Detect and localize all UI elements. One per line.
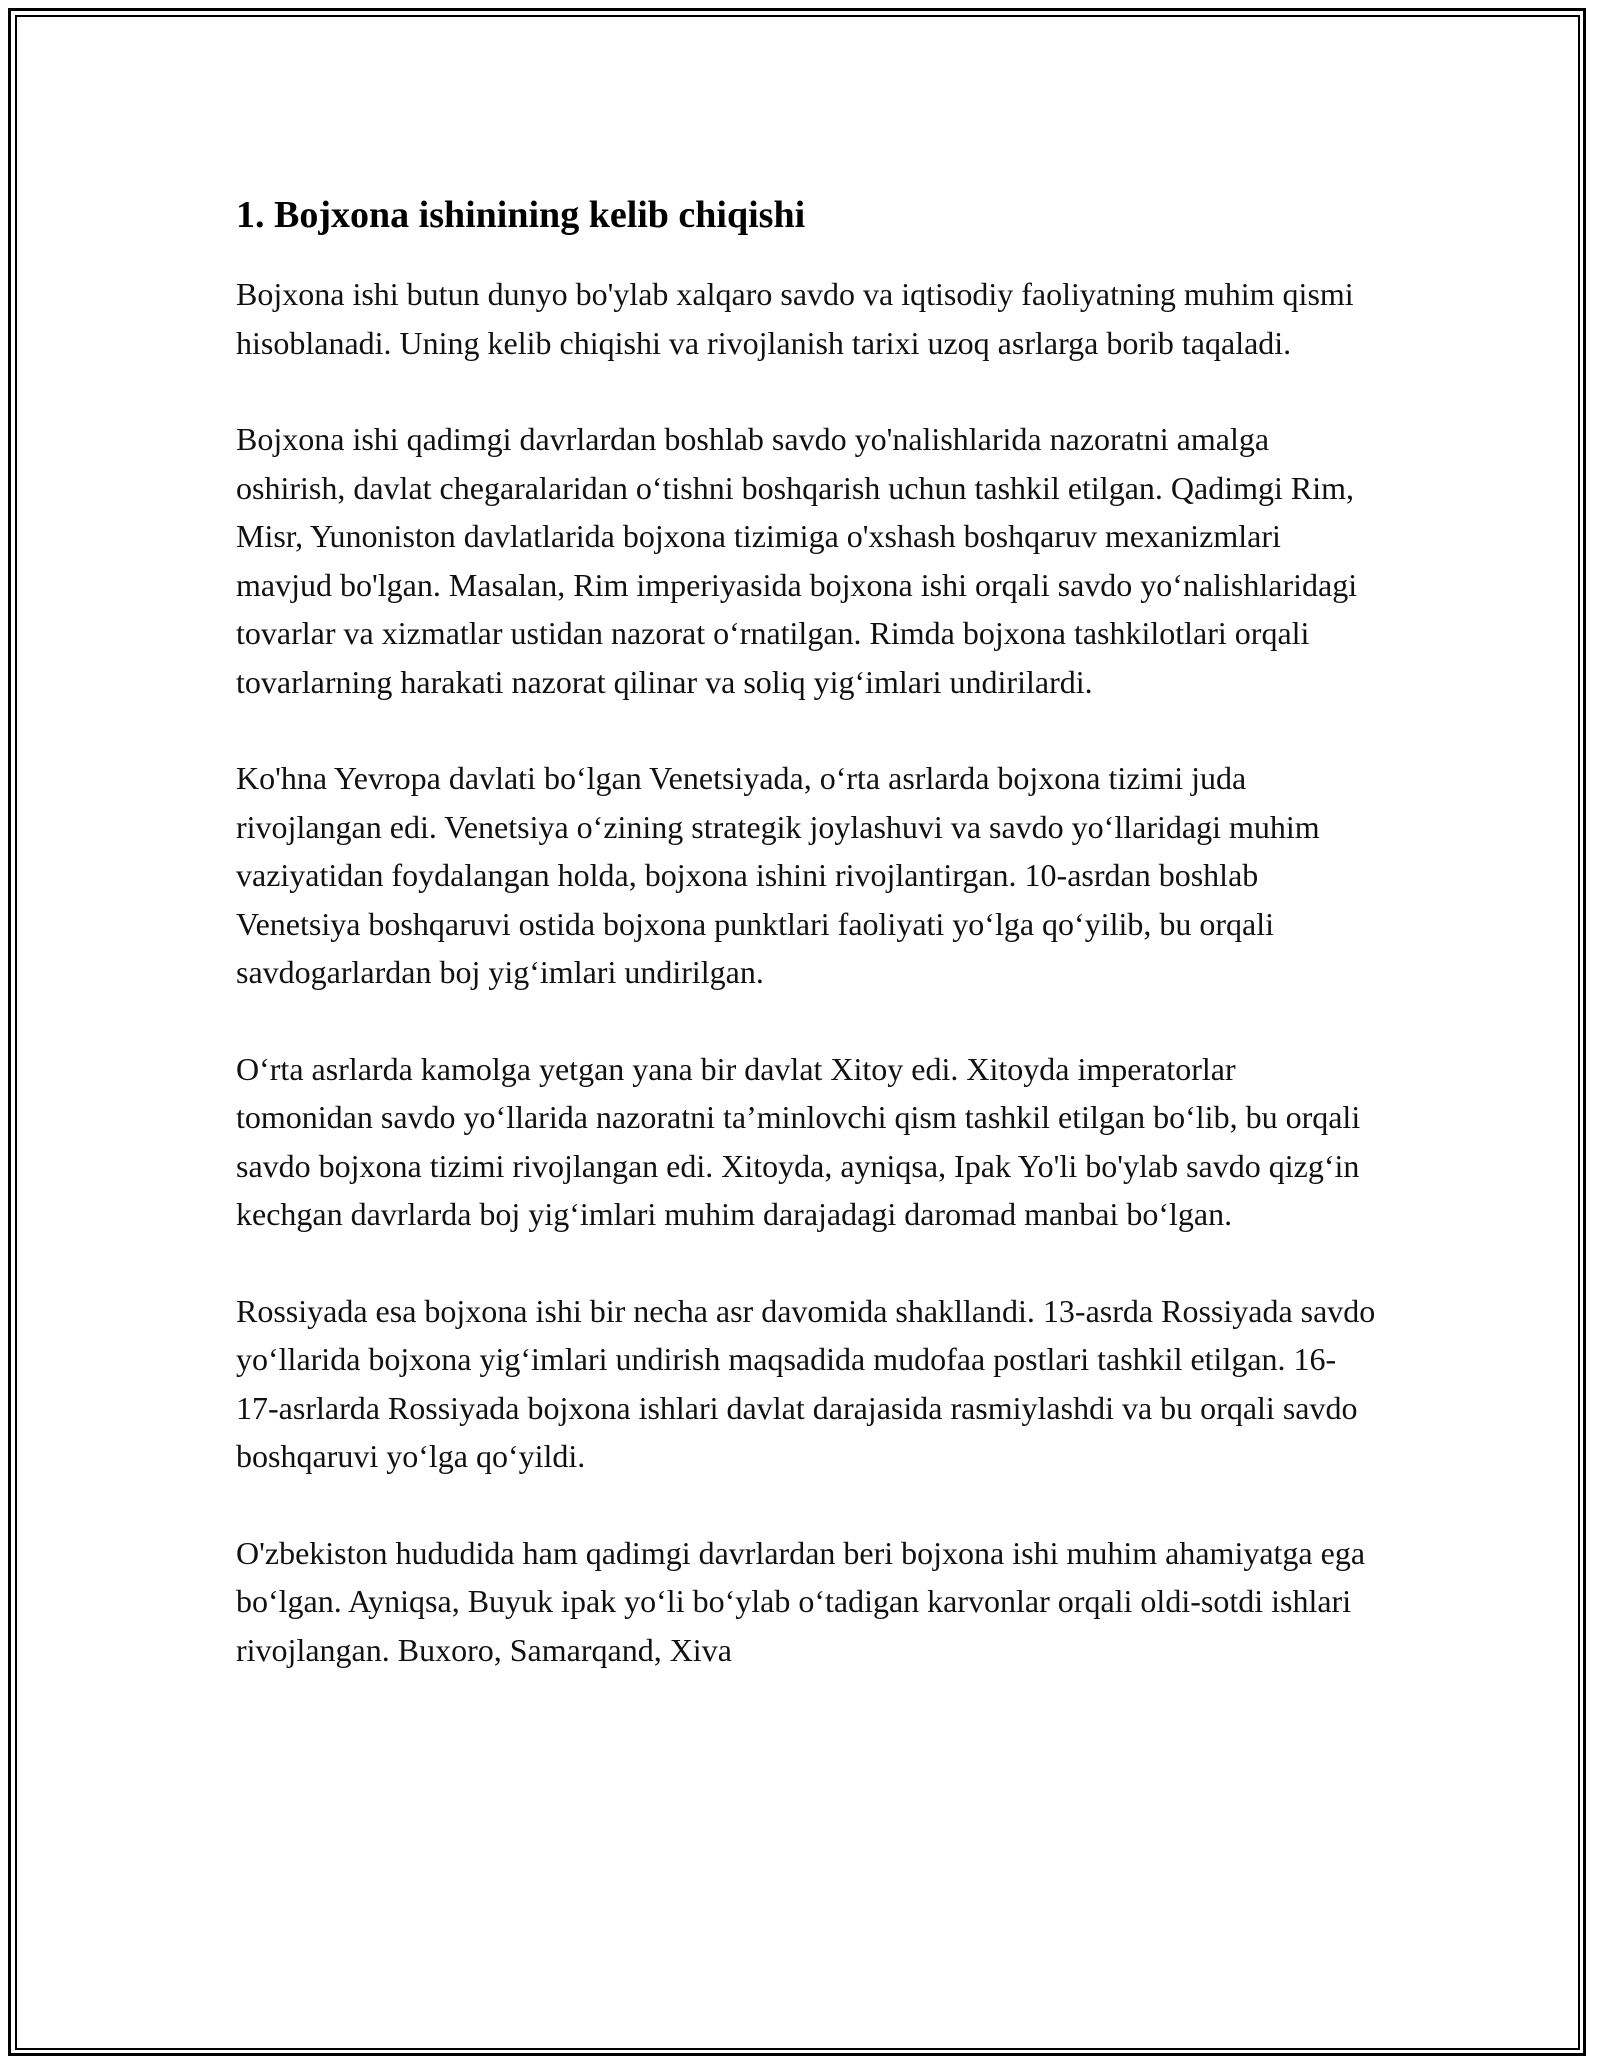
section-title: 1. Bojxona ishinining kelib chiqishi	[236, 194, 806, 236]
document-body	[236, 188, 1376, 1722]
paragraph-ancient-rome: Bojxona ishi qadimgi davrlardan boshlab savdo yo'nalishlarida nazoratni amalga oshirish, davlat chegaralaridan o‘tishni boshqarish uchun tashkil etilgan. Qadimgi Rim, Misr, Yunoniston davlatlarida bojxona tizimiga o'xshash boshqaruv mexanizmlari mavjud bo'lgan. Masalan, Rim imperiyasida bojxona ishi orqali savdo yo‘nalishlaridagi tovarlar va xizmatlar ustidan nazorat o‘rnatilgan. Rimda bojxona tashkilotlari orqali tovarlarning harakati nazorat qilinar va soliq yig‘imlari undirilardi.	[236, 421, 1358, 700]
paragraph-intro: Bojxona ishi butun dunyo bo'ylab xalqaro savdo va iqtisodiy faoliyatning muhim qismi hisoblanadi. Uning kelib chiqishi va rivojlanish tarixi uzoq asrlarga borib taqaladi.	[236, 276, 1354, 361]
paragraph-uzbekistan: O'zbekiston hududida ham qadimgi davrlardan beri bojxona ishi muhim ahamiyatga ega bo‘lgan. Ayniqsa, Buyuk ipak yo‘li bo‘ylab o‘tadigan karvonlar orqali oldi-sotdi ishlari rivojlangan. Buxoro, Samarqand, Xiva	[236, 1534, 1366, 1668]
paragraph-china: O‘rta asrlarda kamolga yetgan yana bir davlat Xitoy edi. Xitoyda imperatorlar tomonidan savdo yo‘llarida nazoratni ta’minlovchi qism tashkil etilgan bo‘lib, bu orqali savdo bojxona tizimi rivojlangan edi. Xitoyda, ayniqsa, Ipak Yo'li bo'ylab savdo qizg‘in kechgan davrlarda boj yig‘imlari muhim darajadagi daromad manbai bo‘lgan.	[236, 1050, 1361, 1232]
paragraph-russia: Rossiyada esa bojxona ishi bir necha asr davomida shakllandi. 13-asrda Rossiyada savdo yo‘llarida bojxona yig‘imlari undirish maqsadida mudofaa postlari tashkil etilgan. 16-17-asrlarda Rossiyada bojxona ishlari davlat darajasida rasmiylashdi va bu orqali savdo boshqaruvi yo‘lga qo‘yildi.	[236, 1292, 1376, 1474]
paragraph-venice: Ko'hna Yevropa davlati bo‘lgan Venetsiyada, o‘rta asrlarda bojxona tizimi juda rivojlangan edi. Venetsiya o‘zining strategik joylashuvi va savdo yo‘llaridagi muhim vaziyatidan foydalangan holda, bojxona ishini rivojlantirgan. 10-asrdan boshlab Venetsiya boshqaruvi ostida bojxona punktlari faoliyati yo‘lga qo‘yilib, bu orqali savdogarlardan boj yig‘imlari undirilgan.	[236, 760, 1320, 990]
